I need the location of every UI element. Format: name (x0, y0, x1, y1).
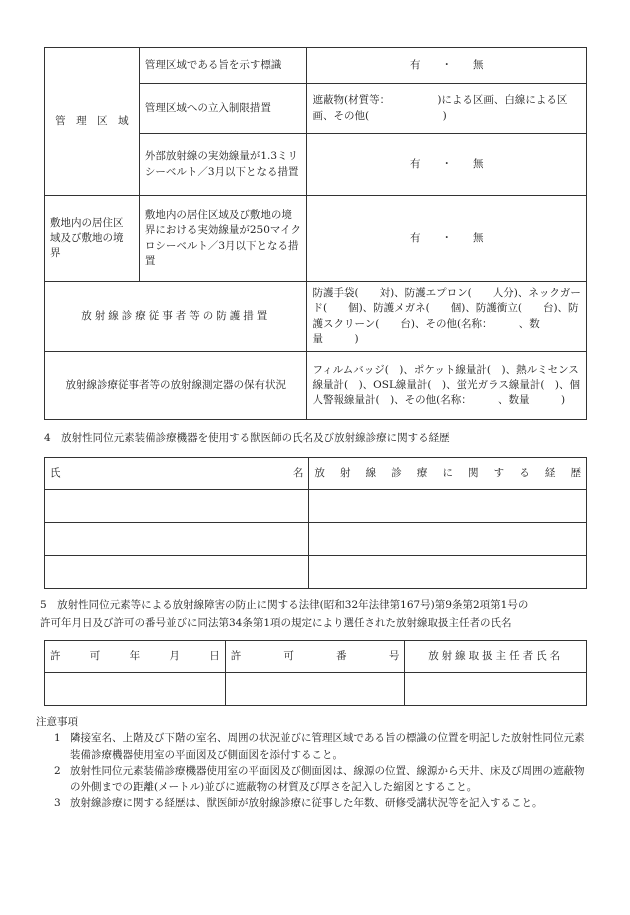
career-table (44, 457, 587, 589)
seigen-item: 管理区域への立入制限措置 (139, 84, 307, 134)
bogo-label: 放射線診療従事者等の防護措置 (45, 282, 307, 352)
career-cell[interactable] (309, 556, 587, 589)
seigen-value: 遮蔽物(材質等： )による区画、白線による区画、その他( ) (307, 84, 587, 134)
shikichi-value: 有 ・ 無 (307, 196, 587, 282)
shikichi-item: 敷地内の居住区域及び敷地の境界における実効線量が250マイクロシーベルト／3月以下となる措置 (139, 196, 307, 282)
note-item: 3 放射線診療に関する経歴は、獣医師が放射線診療に従事した年数、研修受講状況等を記入すること。 (54, 797, 543, 810)
name-header: 氏 名 (45, 458, 309, 490)
note-item: 2 放射性同位元素装備診療機器使用室の平面図及び側面図は、線源の位置、線源から天井、床及び周囲の遮蔽物の外側までの距離(メートル)並びに遮蔽物の材質及び厚さを記入した縮図とすること。 (54, 764, 585, 794)
name-cell[interactable] (45, 556, 309, 589)
permit-number-cell[interactable] (225, 673, 405, 706)
permit-number-header: 許 可 番 号 (225, 641, 405, 673)
notes-title: 注意事項 (36, 716, 78, 728)
kanri-kuiki-label: 管 理 区 域 (45, 48, 140, 196)
shielding-table (44, 47, 587, 420)
name-cell[interactable] (45, 523, 309, 556)
name-cell[interactable] (45, 490, 309, 523)
license-table (44, 640, 587, 706)
sokutei-value: フィルムバッジ( )、ポケット線量計( )、熱ルミセンス線量計( )、OSL線量計( )、蛍光ガラス線量計( )、個人警報線量計( )、その他(名称： 、数量 ) (307, 352, 587, 420)
manager-name-header: 放射線取扱主任者氏名 (405, 641, 587, 673)
shikichi-label: 敷地内の居住区域及び敷地の境界 (45, 196, 140, 282)
hyoshiki-item: 管理区域である旨を示す標識 (139, 48, 307, 84)
gaibu-value: 有 ・ 無 (307, 134, 587, 196)
sokutei-label: 放射線診療従事者等の放射線測定器の保有状況 (45, 352, 307, 420)
bogo-value: 防護手袋( 対)、防護エプロン( 人分)、ネックガード( 個)、防護メガネ( 個)、防護衝立( 台)、防護スクリーン( 台)、その他(名称： 、数量 ) (307, 282, 587, 352)
permit-date-header: 許 可 年 月 日 (45, 641, 226, 673)
permit-date-cell[interactable] (45, 673, 226, 706)
manager-name-cell[interactable] (405, 673, 587, 706)
section5-heading: 5 放射性同位元素等による放射線障害の防止に関する法律(昭和32年法律第167号)第9条第2項第1号の 許可年月日及び許可の番号並びに同法第34条第1項の規定により選任された放射線取扱主任者の氏名 (40, 599, 529, 630)
career-cell[interactable] (309, 523, 587, 556)
hyoshiki-value: 有 ・ 無 (307, 48, 587, 84)
career-cell[interactable] (309, 490, 587, 523)
note-item: 1 隣接室名、上階及び下階の室名、周囲の状況並びに管理区域である旨の標識の位置を明記した放射性同位元素装備診療機器使用室の平面図及び側面図を添付すること。 (54, 732, 585, 761)
section4-heading: 4 放射性同位元素装備診療機器を使用する獣医師の氏名及び放射線診療に関する経歴 (44, 432, 450, 444)
gaibu-item: 外部放射線の実効線量が1.3ミリシーベルト／3月以下となる措置 (139, 134, 307, 196)
career-header: 放 射 線 診 療 に 関 す る 経 歴 (309, 458, 587, 490)
notes (36, 714, 588, 812)
